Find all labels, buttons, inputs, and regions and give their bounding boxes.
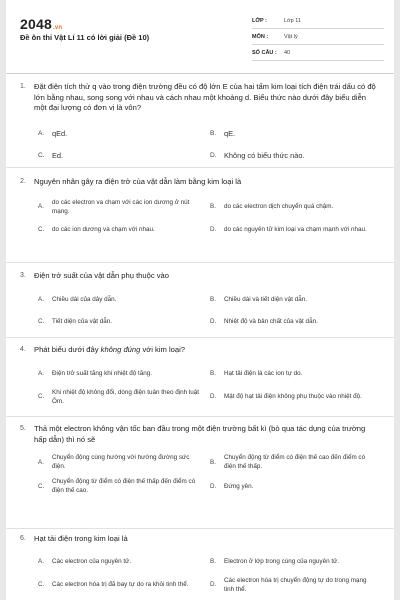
- option-text: qE.: [224, 129, 236, 138]
- option-text: do các electron dịch chuyển quá chậm.: [224, 203, 334, 210]
- question-divider: [6, 262, 394, 263]
- option-text: do các electron va chạm với các ion dương ở nút mạng.: [52, 198, 190, 215]
- option-b[interactable]: [210, 453, 382, 471]
- meta-key: MÔN :: [252, 33, 269, 40]
- option-text: Nhiệt độ và bản chất của vật dẫn.: [224, 318, 318, 325]
- question-number: 3.: [20, 272, 26, 279]
- option-d[interactable]: [210, 392, 382, 401]
- question-2: [6, 177, 394, 244]
- option-c[interactable]: [38, 388, 210, 406]
- question-text: Hạt tải điện trong kim loại là: [34, 534, 128, 543]
- option-text: do các nguyên tử kim loại va chạm mạnh với nhau.: [224, 226, 367, 233]
- question-divider: [6, 416, 394, 417]
- meta-row-count: [252, 45, 384, 61]
- option-text: Các electron hóa trị chuyển động tự do trong mạng tinh thể.: [224, 576, 367, 593]
- meta-value: Lớp 11: [284, 17, 301, 24]
- option-d[interactable]: [210, 317, 382, 326]
- option-text: Tiết diện của vật dẫn.: [52, 318, 112, 325]
- question-divider: [6, 528, 394, 529]
- option-d[interactable]: [210, 225, 382, 234]
- question-divider: [6, 167, 394, 168]
- option-label: B.: [210, 370, 216, 377]
- option-label: A.: [38, 130, 45, 137]
- option-text: Các electron của nguyên tử.: [52, 558, 132, 565]
- option-b[interactable]: [210, 202, 382, 211]
- question-text-part: Phát biểu dưới đây: [34, 345, 101, 354]
- meta-table: [252, 13, 384, 61]
- question-3: [6, 271, 394, 336]
- question-5: [6, 424, 394, 501]
- option-text: Chiều dài của dây dẫn.: [52, 296, 117, 303]
- question-text: Nguyên nhân gây ra điện trở của vật dẫn làm bằng kim loại là: [34, 177, 242, 186]
- option-label: C.: [38, 318, 45, 325]
- option-label: B.: [210, 458, 216, 466]
- option-c[interactable]: [38, 151, 210, 160]
- option-b[interactable]: [210, 129, 382, 138]
- option-label: D.: [210, 482, 217, 490]
- question-number: 6.: [20, 535, 26, 542]
- question-1: [6, 82, 394, 170]
- meta-row-subject: [252, 29, 384, 45]
- option-text: Chuyển động từ điểm có điện thế thấp đến điểm có điện thế cao.: [52, 478, 196, 494]
- option-label: C.: [38, 393, 45, 400]
- question-text: Thả một electron không vận tốc ban đầu trong một điện trường bất kì (bỏ qua tác dụng của trường hấp dẫn) thì nó sẽ: [34, 424, 366, 444]
- option-a[interactable]: [38, 557, 210, 566]
- option-text: Khi nhiệt độ không đổi, dòng điện tuân theo định luật Ôm.: [52, 388, 200, 405]
- page-header: [6, 0, 394, 72]
- question-text: Điện trở suất của vật dẫn phụ thuộc vào: [34, 271, 170, 280]
- option-label: B.: [210, 558, 216, 565]
- option-d[interactable]: [210, 576, 382, 594]
- question-number: 1.: [20, 83, 26, 90]
- option-text: Chiều dài và tiết diện vật dẫn.: [224, 296, 307, 303]
- option-label: A.: [38, 558, 44, 565]
- option-c[interactable]: [38, 225, 210, 234]
- option-text: Chuyển động từ điểm có điện thế cao đến điểm có điện thế thấp.: [224, 454, 366, 470]
- option-c[interactable]: [38, 477, 210, 495]
- option-label: D.: [210, 318, 217, 325]
- meta-key: SỐ CÂU :: [252, 49, 277, 56]
- logo-suffix: .vn: [52, 25, 63, 31]
- option-a[interactable]: [38, 198, 210, 216]
- meta-value: 40: [284, 49, 291, 56]
- option-text: Không có biểu thức nào.: [224, 151, 305, 160]
- option-label: C.: [38, 152, 45, 159]
- option-label: C.: [38, 581, 45, 588]
- option-text: Đứng yên.: [224, 482, 254, 490]
- option-a[interactable]: [38, 369, 210, 378]
- option-text: Hạt tải điện là các ion tự do.: [224, 370, 303, 377]
- site-logo[interactable]: [20, 16, 62, 32]
- option-label: A.: [38, 458, 44, 466]
- option-label: A.: [38, 370, 44, 377]
- question-4: [6, 345, 394, 412]
- question-number: 5.: [20, 425, 26, 432]
- question-number: 2.: [20, 178, 26, 185]
- option-b[interactable]: [210, 369, 382, 378]
- option-label: B.: [210, 296, 216, 303]
- question-text-emphasis: không đúng: [100, 345, 141, 354]
- option-c[interactable]: [38, 317, 210, 326]
- option-text: do các ion dương va chạm với nhau.: [52, 226, 155, 233]
- option-label: D.: [210, 581, 217, 588]
- document-title: Đề ôn thi Vật Lí 11 có lời giải (Đề 10): [20, 33, 150, 42]
- question-number: 4.: [20, 346, 26, 353]
- option-label: A.: [38, 203, 44, 210]
- option-text: Các electron hóa trị đã bay tự do ra khỏi tinh thể.: [52, 581, 189, 588]
- option-label: C.: [38, 482, 45, 490]
- option-text: Chuyển động cùng hướng với hướng đường sức điện.: [52, 454, 190, 470]
- option-d[interactable]: [210, 482, 382, 491]
- quiz-page: [6, 0, 394, 600]
- option-a[interactable]: [38, 129, 210, 138]
- question-6: [6, 534, 394, 600]
- option-label: B.: [210, 203, 216, 210]
- logo-text: 2048: [20, 16, 52, 32]
- option-b[interactable]: [210, 557, 382, 566]
- option-text: Ed.: [52, 151, 64, 160]
- option-b[interactable]: [210, 295, 382, 304]
- option-text: qEd.: [52, 129, 68, 138]
- meta-key: LỚP :: [252, 17, 267, 24]
- question-text-part: với kim loại?: [140, 345, 185, 354]
- option-text: Điện trở suất tăng khi nhiệt độ tăng.: [52, 370, 153, 377]
- option-label: A.: [38, 296, 44, 303]
- option-label: B.: [210, 130, 217, 137]
- option-text: Electron ở lớp trong cùng của nguyên tử.: [224, 558, 340, 565]
- question-text: [28, 345, 380, 356]
- option-c[interactable]: [38, 580, 210, 589]
- header-divider: [6, 73, 394, 74]
- option-label: D.: [210, 152, 217, 159]
- question-text: Đặt điện tích thử q vào trong điện trường đều có độ lớn E của hai tấm kim loại tích điện trái dấu có độ lớn bằng nhau, song song với nhau và cách nhau một khoảng d. Biểu thức nào dưới đây biểu diễn một đại lượng có đơn vị là vôn?: [34, 82, 376, 112]
- meta-row-class: [252, 13, 384, 29]
- option-label: D.: [210, 226, 217, 233]
- meta-value: Vật lý: [284, 33, 298, 40]
- option-a[interactable]: [38, 295, 210, 304]
- option-label: D.: [210, 393, 217, 400]
- option-label: C.: [38, 226, 45, 233]
- question-divider: [6, 337, 394, 338]
- option-a[interactable]: [38, 453, 210, 471]
- option-text: Mật độ hạt tải điện không phụ thuộc vào nhiệt độ.: [224, 393, 362, 400]
- option-d[interactable]: [210, 151, 382, 160]
